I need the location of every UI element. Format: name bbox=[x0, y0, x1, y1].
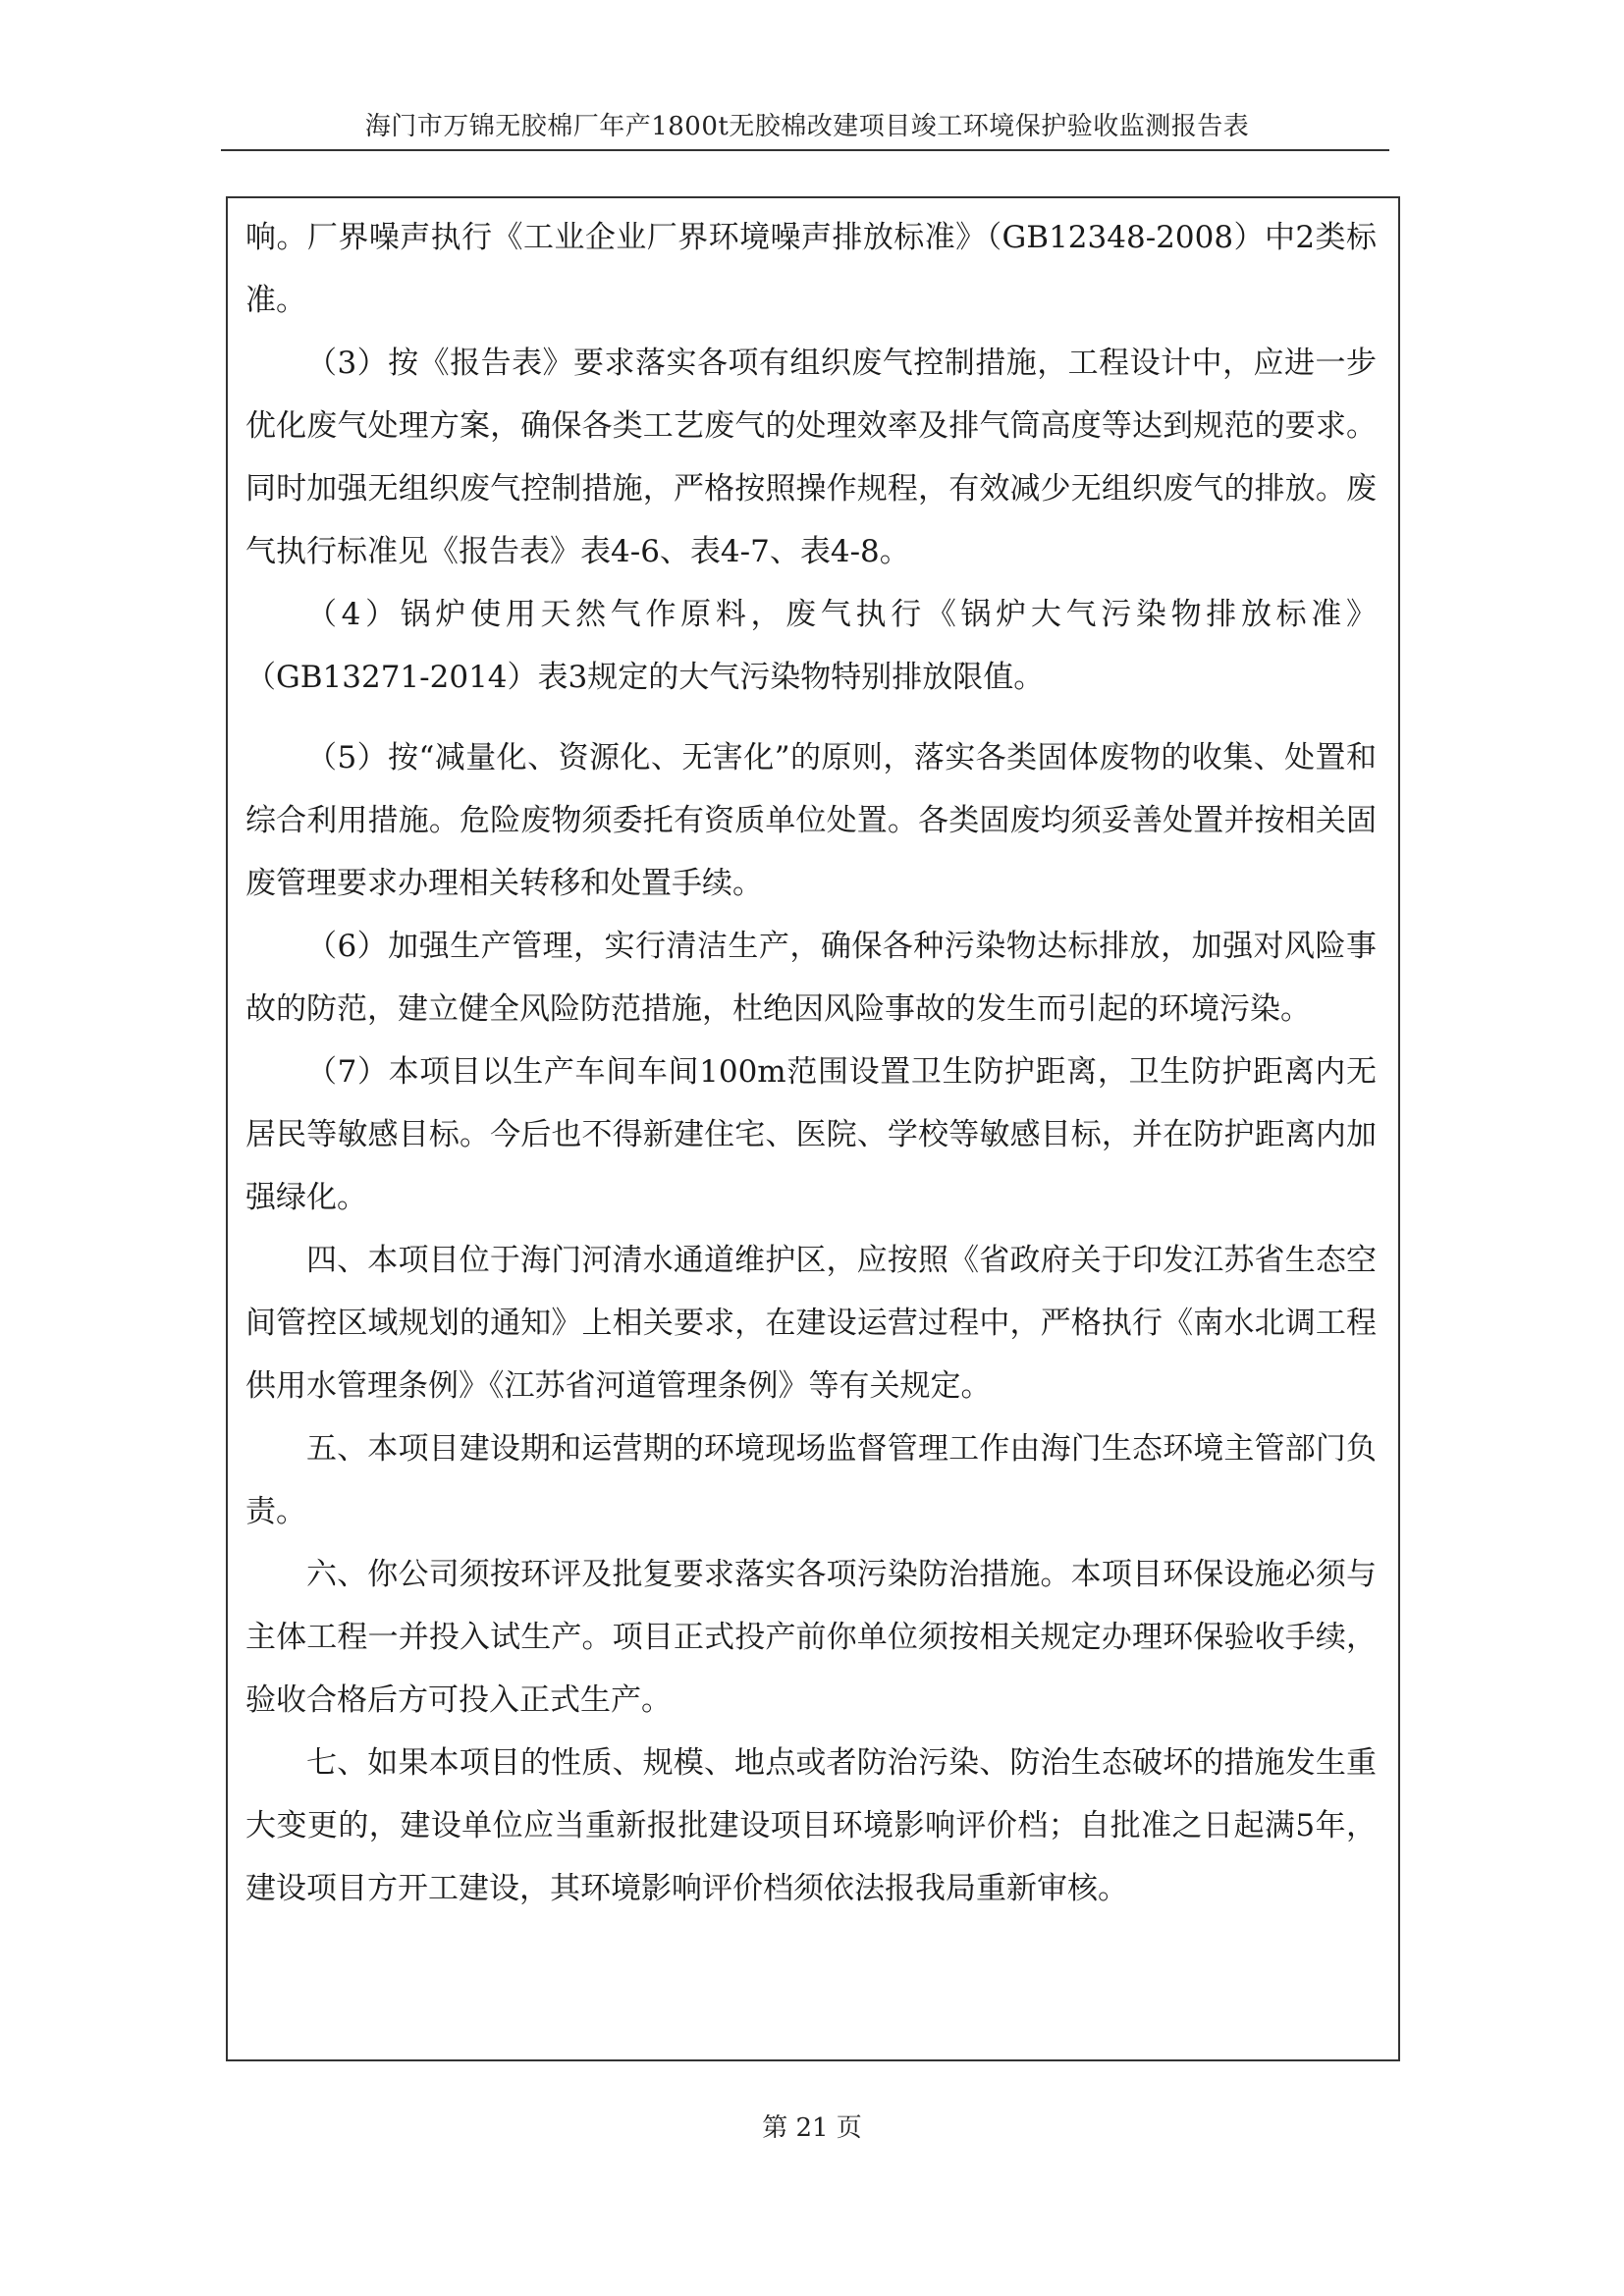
paragraph-section-4: 四、本项目位于海门河清水通道维护区，应按照《省政府关于印发江苏省生态空间管控区域规划的通知》上相关要求，在建设运营过程中，严格执行《南水北调工程供用水管理条例》《江苏省河道管理条例》等有关规定。 bbox=[245, 1243, 1377, 1404]
paragraph-section-6: 六、你公司须按环评及批复要求落实各项污染防治措施。本项目环保设施必须与主体工程一并投入试生产。项目正式投产前你单位须按相关规定办理环保验收手续，验收合格后方可投入正式生产。 bbox=[245, 1557, 1377, 1718]
body-text bbox=[245, 206, 1377, 1920]
paragraph-item-6: （6）加强生产管理，实行清洁生产，确保各种污染物达标排放，加强对风险事故的防范，建立健全风险防范措施，杜绝因风险事故的发生而引起的环境污染。 bbox=[245, 929, 1377, 1027]
paragraph-item-7: （7）本项目以生产车间车间100m范围设置卫生防护距离，卫生防护距离内无居民等敏感目标。今后也不得新建住宅、医院、学校等敏感目标，并在防护距离内加强绿化。 bbox=[245, 1054, 1377, 1215]
running-header-title: 海门市万锦无胶棉厂年产1800t无胶棉改建项目竣工环境保护验收监测报告表 bbox=[364, 112, 1250, 141]
paragraph-section-5: 五、本项目建设期和运营期的环境现场监督管理工作由海门生态环境主管部门负责。 bbox=[245, 1431, 1377, 1529]
content-box bbox=[226, 196, 1400, 2061]
page-number: 第 21 页 bbox=[762, 2113, 862, 2143]
paragraph-item-4: （4）锅炉使用天然气作原料，废气执行《锅炉大气污染物排放标准》（GB13271-2014）表3规定的大气污染物特别排放限值。 bbox=[245, 597, 1377, 695]
header-rule bbox=[221, 149, 1389, 151]
paragraph-section-7: 七、如果本项目的性质、规模、地点或者防治污染、防治生态破坏的措施发生重大变更的，建设单位应当重新报批建设项目环境影响评价档；自批准之日起满5年，建设项目方开工建设，其环境影响评价档须依法报我局重新审核。 bbox=[245, 1745, 1377, 1906]
paragraph-item-3: （3）按《报告表》要求落实各项有组织废气控制措施，工程设计中，应进一步优化废气处理方案，确保各类工艺废气的处理效率及排气筒高度等达到规范的要求。同时加强无组织废气控制措施，严格按照操作规程，有效减少无组织废气的排放。废气执行标准见《报告表》表4-6、表4-7、表4-8。 bbox=[245, 346, 1377, 569]
paragraph-item-5: （5）按“减量化、资源化、无害化”的原则，落实各类固体废物的收集、处置和综合利用措施。危险废物须委托有资质单位处置。各类固废均须妥善处置并按相关固废管理要求办理相关转移和处置手续。 bbox=[245, 740, 1377, 901]
paragraph-noise-standard: 响。厂界噪声执行《工业企业厂界环境噪声排放标准》（GB12348-2008）中2类标准。 bbox=[245, 220, 1377, 318]
